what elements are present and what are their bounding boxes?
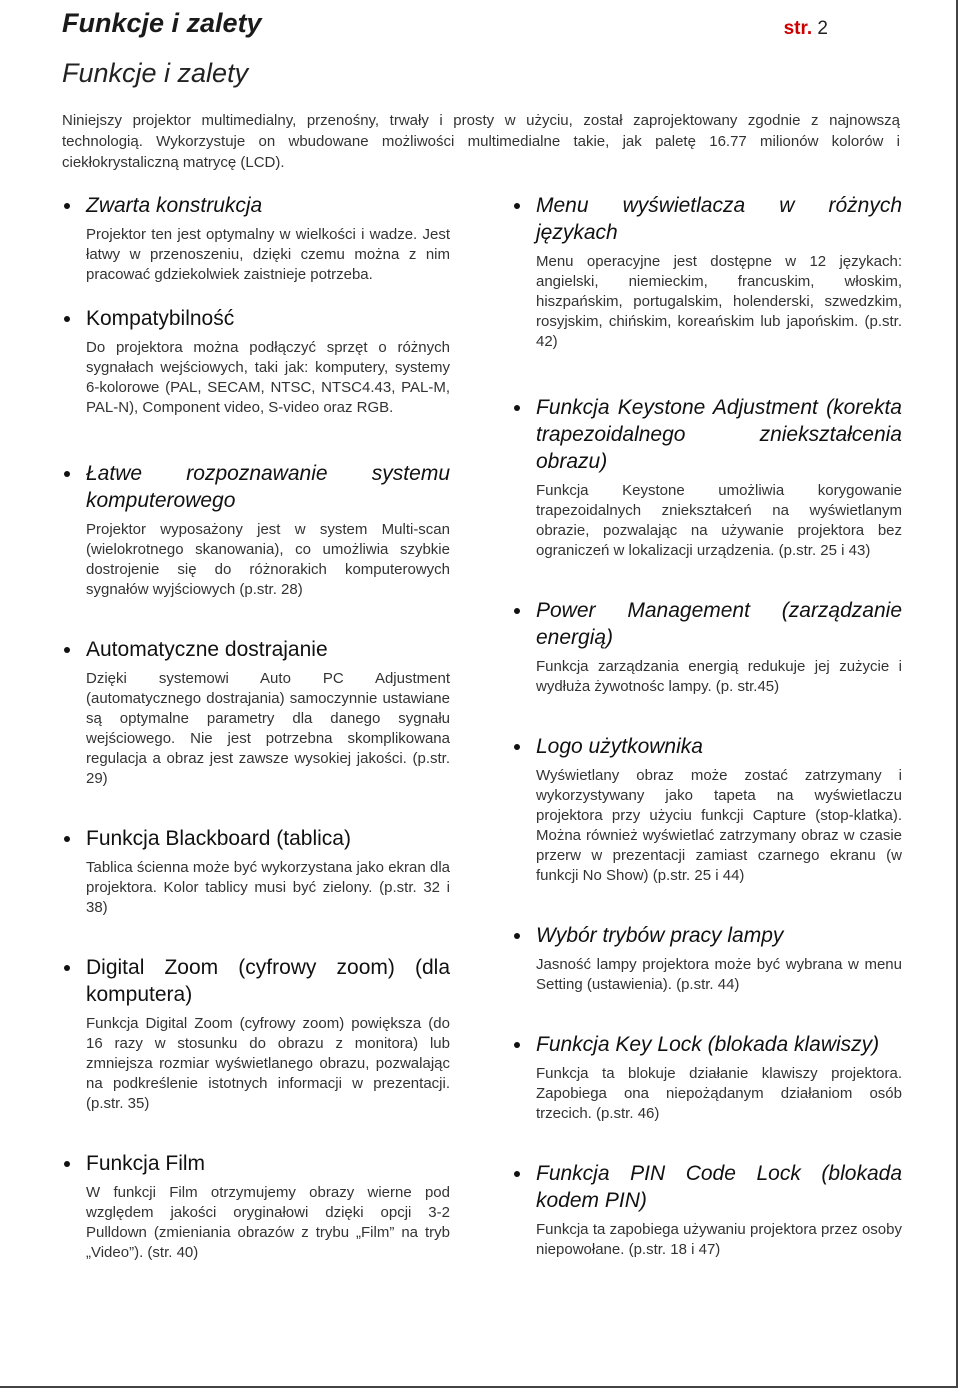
section-body: Projektor wyposażony jest w system Multi-scan (wielokrotnego skanowania), co umożliwia szybkie dostrojenie się do różnorakich komputerowych sygnałów wyjściowych (p.str. 28) <box>86 521 450 598</box>
page-header <box>62 8 828 48</box>
section-heading: Zwarta konstrukcja <box>86 192 450 219</box>
section-digital-zoom <box>62 954 450 1114</box>
section-body: W funkcji Film otrzymujemy obrazy wierne pod względem jakości oryginałowi dzięki opcji 3-2 Pulldown (zmieniania obrazów z trybu „Film” na tryb „Video”). (str. 40) <box>86 1184 450 1261</box>
section-heading: Funkcja PIN Code Lock (blokada kodem PIN) <box>536 1162 902 1212</box>
section-heading: Funkcja Keystone Adjustment (korekta trapezoidalnego zniekształcenia obrazu) <box>536 396 902 473</box>
section-body: Funkcja Digital Zoom (cyfrowy zoom) powiększa (do 16 razy w stosunku do obrazu z monitora) lub zmniejsza rozmiar wyświetlanego obrazu, pozwalając na podkreślenie istotnych informacji w prezentacji. (p.str. 35) <box>86 1015 450 1112</box>
section-body: Funkcja zarządzania energią redukuje jej zużycie i wydłuża żywotnośc lampy. (p. str.45) <box>536 658 902 695</box>
section-body: Wyświetlany obraz może zostać zatrzymany i wykorzystywany jako tapeta na wyświetlaczu projektora przy użyciu funkcji Capture (stop-klatka). Można również wyświetlać zatrzymany obraz w czasie przerw w prezentacji zamiast czarnego ekranu (w funkcji No Show) (p.str. 25 i 44) <box>536 767 902 884</box>
section-funkcja-blackboard <box>62 825 450 918</box>
right-column <box>512 192 902 1260</box>
section-power-management <box>512 597 902 697</box>
section-body: Tablica ścienna może być wykorzystana jako ekran dla projektora. Kolor tablicy musi być zielony. (p.str. 32 i 38) <box>86 859 450 916</box>
page-number: 2 <box>817 18 828 39</box>
section-heading: Automatyczne dostrajanie <box>86 636 450 663</box>
section-heading: Logo użytkownika <box>536 733 902 760</box>
section-heading: Digital Zoom (cyfrowy zoom) (dla komputera) <box>86 956 450 1006</box>
section-heading: Funkcja Film <box>86 1150 450 1177</box>
section-body: Menu operacyjne jest dostępne w 12 językach: angielski, niemieckim, francuskim, włoskim, hiszpańskim, portugalskim, holenderski, szwedzkim, rosyjskim, chińskim, koreańskim lub japońskim. (p.str. 42) <box>536 253 902 350</box>
intro-paragraph: Niniejszy projektor multimedialny, przenośny, trwały i prosty w użyciu, został zaprojektowany zgodnie z najnowszą technologią. Wykorzystuje on wbudowane możliwości multimedialne takie, jak paletę 16.77 milionów kolorów i ciekłokrystaliczną matrycę (LCD). <box>62 112 900 171</box>
section-kompatybilnosc <box>62 305 450 418</box>
section-body: Funkcja ta blokuje działanie klawiszy projektora. Zapobiega ona niepożądanym działaniom osób trzecich. (p.str. 46) <box>536 1065 902 1122</box>
section-body: Funkcja ta zapobiega używaniu projektora przez osoby niepowołane. (p.str. 18 i 47) <box>536 1221 902 1258</box>
section-heading: Menu wyświetlacza w różnych językach <box>536 194 902 244</box>
section-logo-uzytkownika <box>512 733 902 886</box>
section-automatyczne-dostrajanie <box>62 636 450 789</box>
section-heading: Funkcja Key Lock (blokada klawiszy) <box>536 1031 902 1058</box>
section-heading: Wybór trybów pracy lampy <box>536 922 902 949</box>
section-body: Do projektora można podłączyć sprzęt o różnych sygnałach wejściowych, taki jak: komputery, systemy 6-kolorowe (PAL, SECAM, NTSC, NTSC4.43, PAL-M, PAL-N), Component video, S-video oraz RGB. <box>86 339 450 416</box>
section-zwarta-konstrukcja <box>62 192 450 285</box>
section-body: Dzięki systemowi Auto PC Adjustment (automatycznego dostrajania) samoczynnie ustawiane są optymalne parametry dla danego sygnału wejściowego. Nie jest potrzebna skomplikowana regulacja a obraz jest zawsze wysokiej jakości. (p.str. 29) <box>86 670 450 787</box>
left-column <box>62 192 450 1263</box>
page-indicator <box>784 18 828 40</box>
section-body: Funkcja Keystone umożliwia korygowanie trapezoidalnych zniekształceń na wyświetlanym obrazie, pozwalając na używanie projektora bez ograniczeń w lokalizacji urządzenia. (p.str. 25 i 43) <box>536 482 902 559</box>
section-tryby-lampy <box>512 922 902 995</box>
section-keystone <box>512 394 902 561</box>
section-heading: Power Management (zarządzanie energią) <box>536 599 902 649</box>
section-latwe-rozpoznawanie <box>62 460 450 600</box>
section-menu-jezyki <box>512 192 902 352</box>
header-title: Funkcje i zalety <box>62 8 262 38</box>
section-heading: Funkcja Blackboard (tablica) <box>86 825 450 852</box>
section-heading: Kompatybilność <box>86 305 450 332</box>
section-key-lock <box>512 1031 902 1124</box>
page-label: str. <box>783 18 813 39</box>
section-body: Projektor ten jest optymalny w wielkości i wadze. Jest łatwy w przenoszeniu, dzięki czemu można z nim pracować gdziekolwiek zaistnieje potrzeba. <box>86 226 450 283</box>
section-funkcja-film <box>62 1150 450 1263</box>
section-pin-code-lock <box>512 1160 902 1260</box>
section-body: Jasność lampy projektora może być wybrana w menu Setting (ustawienia). (p.str. 44) <box>536 956 902 993</box>
main-title: Funkcje i zalety <box>62 58 249 88</box>
section-heading: Łatwe rozpoznawanie systemu komputerowego <box>86 462 450 512</box>
